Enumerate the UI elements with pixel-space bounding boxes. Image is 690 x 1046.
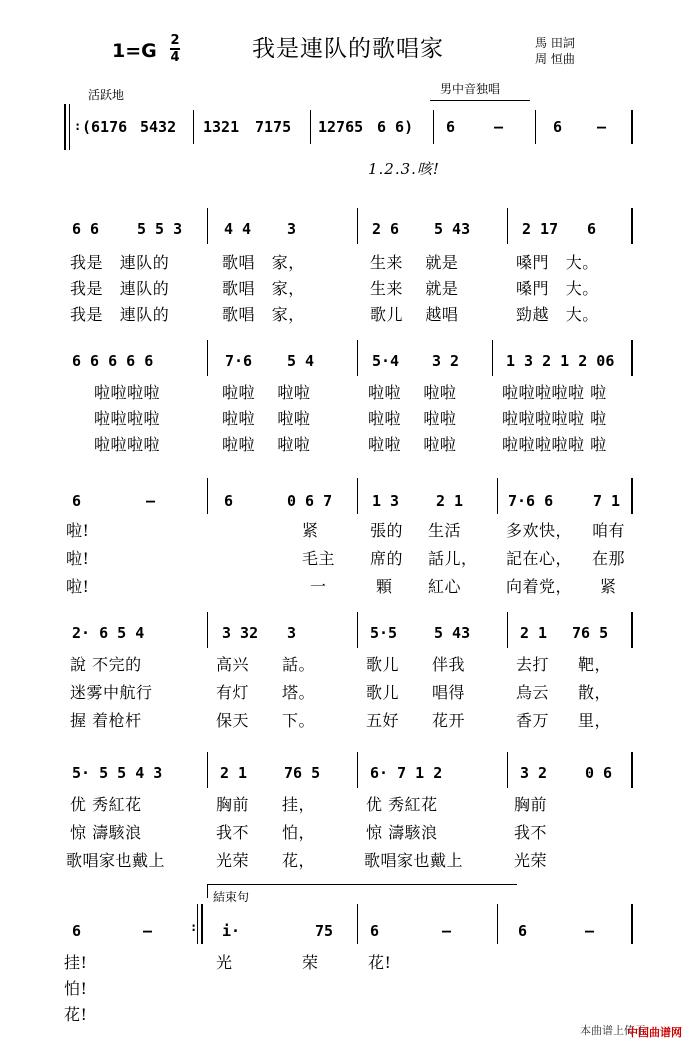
barline <box>631 752 633 788</box>
row6-note: 6 <box>518 922 528 940</box>
ending-bracket-line <box>207 884 517 885</box>
row5-lyric-v1: 胸前 <box>216 795 250 814</box>
row4-note: 3 <box>287 624 297 642</box>
row1-note: 2 6 <box>372 220 400 238</box>
row6-note: 6 <box>72 922 82 940</box>
row1-note: 3 <box>287 220 297 238</box>
row6-lyric-v1: 挂! <box>64 953 88 972</box>
row2-note: 1 3 2 1 2 06 <box>506 352 615 370</box>
barline <box>357 904 358 944</box>
barline <box>497 478 498 514</box>
row3-lyric-v3: 顆 <box>376 577 393 596</box>
barline <box>357 208 358 244</box>
row4-lyric-v2: 迷雾中航行 <box>70 683 153 702</box>
row6-note: i· <box>222 922 241 940</box>
row3-lyric-v2: 啦! <box>66 549 90 568</box>
intro-note-4: 7175 <box>255 118 292 136</box>
row1-note: 6 6 <box>72 220 100 238</box>
row2-note: 6 6 6 6 6 <box>72 352 154 370</box>
row3-lyric-v3: 向着党， <box>506 577 573 596</box>
barline <box>207 612 208 648</box>
row4-lyric-v3: 五好 <box>366 711 400 730</box>
row4-lyric-v2: 唱得 <box>432 683 466 702</box>
barline <box>497 904 498 944</box>
row1-lyric-v1: 歌唱 家， <box>222 253 305 272</box>
row4-lyric-v1: 靶， <box>578 655 612 674</box>
row4-note: 2 1 <box>520 624 548 642</box>
composer-credit: 周 恒曲 <box>535 52 575 66</box>
row2-lyric-v2: 啦啦啦啦啦 啦 <box>502 409 607 428</box>
row2-lyric-v2: 啦啦 啦啦 <box>368 409 457 428</box>
row5-lyric-v1: 优 秀紅花 <box>366 795 438 814</box>
row1-lyric-v2: 我是 連队的 <box>70 279 170 298</box>
barline <box>357 478 358 514</box>
time-signature-top: 2 <box>170 33 180 48</box>
key-signature: 1=G <box>112 40 157 62</box>
row3-lyric-v2: 席的 <box>370 549 404 568</box>
row2-note: 3 2 <box>432 352 460 370</box>
barline <box>535 110 536 144</box>
intro-note-1: (6176 <box>82 118 128 136</box>
part-line <box>430 100 530 101</box>
row4-lyric-v3: 保天 <box>216 711 250 730</box>
row1-note: 5 5 3 <box>137 220 183 238</box>
barline <box>357 340 358 376</box>
row6-lyric-v2: 怕! <box>64 979 88 998</box>
row6-dash: – <box>585 922 595 940</box>
row3-lyric-v2: 在那 <box>592 549 626 568</box>
row3-lyric-v1: 生活 <box>428 521 462 540</box>
row2-lyric-v3: 啦啦啦啦啦 啦 <box>502 435 607 454</box>
row1-lyric-v3: 勁越 大。 <box>516 305 599 324</box>
row5-note: 76 5 <box>284 764 321 782</box>
row5-lyric-v2: 怕， <box>282 823 316 842</box>
barline <box>507 612 508 648</box>
row1-note: 5 43 <box>434 220 471 238</box>
repeat-end-dots: : <box>190 920 198 934</box>
row5-note: 3 2 <box>520 764 548 782</box>
time-signature-bottom: 4 <box>170 50 180 65</box>
row3-lyric-v3: 紧 <box>600 577 617 596</box>
row1-lyric-v1: 我是 連队的 <box>70 253 170 272</box>
repeat-start-thin <box>69 104 70 150</box>
barline <box>631 208 633 244</box>
row1-lyric-v1: 嗓門 大。 <box>516 253 599 272</box>
row6-lyric-end: 光 <box>216 953 233 972</box>
row2-note: 5 4 <box>287 352 315 370</box>
row2-lyric-v2: 啦啦 啦啦 <box>222 409 311 428</box>
barline <box>357 612 358 648</box>
row4-lyric-v3: 下。 <box>282 711 316 730</box>
row5-note: 0 6 <box>585 764 613 782</box>
intro-dash-1: – <box>494 118 504 136</box>
site-logo: 中国曲谱网 <box>627 1026 682 1039</box>
row1-lyric-v2: 生来 就是 <box>370 279 459 298</box>
row3-dash: – <box>146 492 156 510</box>
barline <box>310 110 311 144</box>
row4-lyric-v1: 歌儿 <box>366 655 400 674</box>
row1-lyric-v1: 生来 就是 <box>370 253 459 272</box>
time-signature <box>170 34 180 64</box>
row3-lyric-v3: 啦! <box>66 577 90 596</box>
row2-lyric-v2: 啦啦啦啦 <box>94 409 161 428</box>
barline <box>631 612 633 648</box>
intro-note-8: 6 <box>553 118 563 136</box>
barline <box>507 208 508 244</box>
barline <box>357 752 358 788</box>
row3-note: 0 6 7 <box>287 492 333 510</box>
barline <box>631 478 633 514</box>
row3-note: 7 1 <box>593 492 621 510</box>
barline <box>207 478 208 514</box>
row5-lyric-v3: 光荣 <box>514 851 548 870</box>
row5-lyric-v1: 胸前 <box>514 795 548 814</box>
row4-note: 76 5 <box>572 624 609 642</box>
row6-dash: – <box>143 922 153 940</box>
row2-lyric-v1: 啦啦啦啦啦 啦 <box>502 383 607 402</box>
row6-note: 6 <box>370 922 380 940</box>
row5-note: 2 1 <box>220 764 248 782</box>
row2-lyric-v3: 啦啦啦啦 <box>94 435 161 454</box>
intro-dash-2: – <box>597 118 607 136</box>
row4-lyric-v2: 烏云 <box>516 683 550 702</box>
ending-label: 結束句 <box>213 890 250 904</box>
barline <box>193 110 194 144</box>
row1-lyric-v2: 歌唱 家， <box>222 279 305 298</box>
row1-lyric-v3: 歌唱 家， <box>222 305 305 324</box>
row4-note: 5 43 <box>434 624 471 642</box>
row3-lyric-v1: 啦! <box>66 521 90 540</box>
row3-lyric-v3: 紅心 <box>428 577 462 596</box>
row3-note: 7·6 6 <box>508 492 554 510</box>
row3-note: 2 1 <box>436 492 464 510</box>
row5-lyric-v1: 优 秀紅花 <box>70 795 142 814</box>
row3-note: 6 <box>72 492 82 510</box>
row5-note: 6· 7 1 2 <box>370 764 443 782</box>
row3-lyric-v1: 多欢快， <box>506 521 573 540</box>
row5-note: 5· 5 5 4 3 <box>72 764 163 782</box>
row4-lyric-v1: 話。 <box>282 655 316 674</box>
row4-note: 3 32 <box>222 624 259 642</box>
barline <box>207 752 208 788</box>
intro-note-2: 5432 <box>140 118 177 136</box>
row5-lyric-v3: 光荣 <box>216 851 250 870</box>
upload-note: 本曲谱上传于 <box>580 1024 646 1037</box>
song-title: 我是連队的歌唱家 <box>252 36 444 62</box>
row1-lyric-v3: 歌儿 越唱 <box>370 305 459 324</box>
row1-lyric-v2: 嗓門 大。 <box>516 279 599 298</box>
row4-lyric-v1: 高兴 <box>216 655 250 674</box>
row2-lyric-v3: 啦啦 啦啦 <box>222 435 311 454</box>
barline <box>207 340 208 376</box>
row5-lyric-v3: 歌唱家也戴上 <box>364 851 464 870</box>
tempo-marking: 活跃地 <box>88 88 125 102</box>
row4-note: 5·5 <box>370 624 398 642</box>
row4-lyric-v2: 散， <box>578 683 612 702</box>
row2-lyric-v1: 啦啦 啦啦 <box>368 383 457 402</box>
row3-lyric-v2: 記在心， <box>506 549 573 568</box>
row4-lyric-v1: 去打 <box>516 655 550 674</box>
row5-lyric-v2: 惊 濤駭浪 <box>366 823 438 842</box>
row4-lyric-v2: 有灯 <box>216 683 250 702</box>
barline <box>507 752 508 788</box>
intro-note-5: 12765 <box>318 118 364 136</box>
intro-note-7: 6 <box>446 118 456 136</box>
row1-note: 4 4 <box>224 220 252 238</box>
barline <box>631 110 633 144</box>
row1-lyric-v3: 我是 連队的 <box>70 305 170 324</box>
row3-note: 6 <box>224 492 234 510</box>
row4-lyric-v3: 香万 <box>516 711 550 730</box>
row4-lyric-v1: 伴我 <box>432 655 466 674</box>
row3-lyric-v1: 紧 <box>302 521 319 540</box>
row6-lyric-end: 荣 <box>302 953 319 972</box>
row3-note: 1 3 <box>372 492 400 510</box>
row5-lyric-v2: 我不 <box>216 823 250 842</box>
row6-note: 75 <box>315 922 334 940</box>
part-marking: 男中音独唱 <box>440 82 501 96</box>
row5-lyric-v3: 花， <box>282 851 316 870</box>
row5-lyric-v1: 挂， <box>282 795 316 814</box>
row6-dash: – <box>442 922 452 940</box>
row4-lyric-v3: 花开 <box>432 711 466 730</box>
row4-note: 2· 6 5 4 <box>72 624 145 642</box>
row2-lyric-v1: 啦啦 啦啦 <box>222 383 311 402</box>
row4-lyric-v2: 歌儿 <box>366 683 400 702</box>
barline <box>433 110 434 144</box>
row5-lyric-v3: 歌唱家也戴上 <box>66 851 166 870</box>
row4-lyric-v1: 說 不完的 <box>70 655 142 674</box>
row3-lyric-v1: 咱有 <box>592 521 626 540</box>
row4-lyric-v3: 握 着枪杆 <box>70 711 142 730</box>
row4-lyric-v3: 里， <box>578 711 612 730</box>
intro-cue: 1.2.3.咳! <box>368 160 440 178</box>
repeat-end-barline <box>201 904 203 944</box>
row2-note: 5·4 <box>372 352 400 370</box>
row3-lyric-v2: 話儿， <box>428 549 478 568</box>
intro-note-6: 6 6) <box>377 118 414 136</box>
ending-bracket-edge <box>207 884 208 898</box>
barline <box>631 340 633 376</box>
row5-lyric-v2: 惊 濤駭浪 <box>70 823 142 842</box>
final-barline <box>631 904 633 944</box>
row1-note: 2 17 <box>522 220 559 238</box>
barline <box>207 208 208 244</box>
row3-lyric-v1: 張的 <box>370 521 404 540</box>
row1-note: 6 <box>587 220 597 238</box>
row6-lyric-v3: 花! <box>64 1005 88 1024</box>
lyricist-credit: 馬 田詞 <box>535 36 575 50</box>
repeat-start-barline <box>64 104 66 150</box>
row3-lyric-v2: 毛主 <box>302 549 336 568</box>
row3-lyric-v3: 一 <box>310 577 327 596</box>
intro-note-3: 1321 <box>203 118 240 136</box>
row4-lyric-v2: 塔。 <box>282 683 316 702</box>
barline <box>492 340 493 376</box>
row6-lyric-end: 花! <box>368 953 392 972</box>
row5-lyric-v2: 我不 <box>514 823 548 842</box>
row2-lyric-v3: 啦啦 啦啦 <box>368 435 457 454</box>
row2-lyric-v1: 啦啦啦啦 <box>94 383 161 402</box>
repeat-dots: : <box>74 119 82 133</box>
row2-note: 7·6 <box>225 352 253 370</box>
